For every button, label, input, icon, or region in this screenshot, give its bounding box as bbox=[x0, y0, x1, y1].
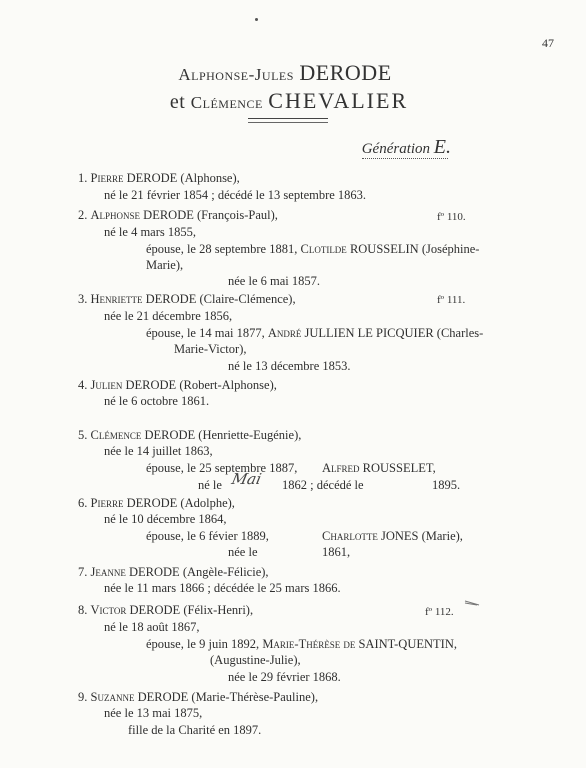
entry-2-marriage bbox=[146, 242, 479, 257]
entry-6-spouse bbox=[322, 529, 463, 544]
entry-8-spouse-cont: (Augustine-Julie), bbox=[210, 653, 301, 667]
entry-3-header bbox=[78, 292, 296, 307]
spouse-surname: JULLIEN LE PICQUIER bbox=[304, 326, 434, 340]
entry-number: 2. bbox=[78, 208, 88, 222]
ink-speck bbox=[255, 18, 258, 21]
entry-names: (Henriette-Eugénie), bbox=[198, 428, 302, 442]
entry-names: (François-Paul), bbox=[197, 208, 278, 222]
entry-names: (Robert-Alphonse), bbox=[179, 378, 277, 392]
entry-given-name: Jeanne bbox=[90, 565, 126, 579]
entry-number: 9. bbox=[78, 690, 88, 704]
entry-9-birth: née le 13 mai 1875, bbox=[104, 706, 203, 720]
spouse-given-name: André bbox=[267, 326, 302, 340]
entry-surname: DERODE bbox=[144, 428, 196, 442]
entry-6-marriage: épouse, le 6 févier 1889, bbox=[146, 529, 269, 543]
entry-3-marriage bbox=[146, 326, 483, 341]
entry-number: 3. bbox=[78, 292, 88, 306]
entry-surname: DERODE bbox=[126, 171, 178, 185]
spouse-surname: ROUSSELIN bbox=[349, 242, 419, 256]
entry-surname: DERODE bbox=[129, 603, 181, 617]
mother-surname: CHEVALIER bbox=[268, 88, 409, 113]
entry-6-spouse-birth-year: 1861, bbox=[322, 545, 351, 559]
mother-given-name: Clémence bbox=[190, 93, 263, 112]
entry-8-marriage bbox=[146, 637, 457, 652]
entry-8-birth: né le 18 août 1867, bbox=[104, 620, 200, 634]
entry-surname: DERODE bbox=[125, 378, 177, 392]
marriage-text: épouse, le 28 septembre 1881, bbox=[146, 242, 298, 256]
spouse-given-name: Charlotte bbox=[322, 529, 378, 543]
entry-number: 8. bbox=[78, 603, 88, 617]
entry-names: (Adolphe), bbox=[180, 496, 235, 510]
entry-9-note: fille de la Charité en 1897. bbox=[128, 723, 262, 737]
generation-label: Génération bbox=[361, 141, 431, 157]
entry-2-birth: né le 4 mars 1855, bbox=[104, 225, 196, 239]
entry-surname: DERODE bbox=[128, 565, 180, 579]
entry-3-spouse-birth: né le 13 décembre 1853. bbox=[228, 359, 351, 373]
entry-8-folio: fº 112. bbox=[425, 606, 454, 618]
spouse-surname: SAINT-QUENTIN, bbox=[358, 637, 457, 651]
entry-6-spouse-birth-prefix: née le bbox=[228, 545, 258, 559]
entry-number: 7. bbox=[78, 565, 88, 579]
title-line-2 bbox=[0, 88, 582, 114]
entry-number: 5. bbox=[78, 428, 88, 442]
entry-4-header bbox=[78, 378, 277, 393]
entry-3-spouse-cont: Marie-Victor), bbox=[174, 342, 247, 356]
father-given-name: Alphonse-Jules bbox=[178, 65, 294, 84]
entry-surname: DERODE bbox=[145, 292, 197, 306]
entry-surname: DERODE bbox=[137, 690, 189, 704]
entry-names: (Marie-Thérèse-Pauline), bbox=[191, 690, 319, 704]
handwritten-month: Mai bbox=[230, 470, 264, 488]
spouse-given-name: Alfred bbox=[322, 461, 360, 475]
entry-4-birth: né le 6 octobre 1861. bbox=[104, 394, 210, 408]
entry-3-birth: née le 21 décembre 1856, bbox=[104, 309, 233, 323]
entry-1-header bbox=[78, 171, 240, 186]
spouse-given-name: Clotilde bbox=[300, 242, 347, 256]
entry-5-spouse-birth-prefix: né le bbox=[198, 478, 222, 492]
entry-5-spouse-birth-suffix: 1862 ; décédé le bbox=[282, 478, 364, 492]
spouse-names: (Marie), bbox=[421, 529, 463, 543]
title-rule-thin bbox=[248, 122, 328, 123]
entry-given-name: Victor bbox=[90, 603, 127, 617]
entry-2-spouse-birth: née le 6 mai 1857. bbox=[228, 274, 320, 288]
entry-5-header bbox=[78, 428, 301, 443]
title-rule bbox=[248, 118, 328, 119]
entry-number: 1. bbox=[78, 171, 88, 185]
entry-6-header bbox=[78, 496, 235, 511]
spouse-names: (Charles- bbox=[436, 326, 484, 340]
title-line-1 bbox=[0, 60, 578, 86]
spouse-surname: JONES bbox=[380, 529, 419, 543]
entry-given-name: Pierre bbox=[90, 171, 124, 185]
entry-given-name: Alphonse bbox=[90, 208, 141, 222]
entry-number: 4. bbox=[78, 378, 88, 392]
pencil-mark-icon bbox=[464, 600, 480, 606]
title-conjunction: et bbox=[169, 91, 186, 113]
entry-given-name: Pierre bbox=[90, 496, 124, 510]
entry-names: (Alphonse), bbox=[180, 171, 240, 185]
entry-7-birth: née le 11 mars 1866 ; décédée le 25 mars 1866. bbox=[104, 581, 341, 595]
entry-7-header bbox=[78, 565, 269, 580]
marriage-text: épouse, le 9 juin 1892, bbox=[146, 637, 260, 651]
marriage-text: épouse, le 14 mai 1877, bbox=[146, 326, 265, 340]
generation-underline bbox=[362, 158, 448, 159]
entry-given-name: Clémence bbox=[90, 428, 142, 442]
generation-letter: E. bbox=[433, 136, 451, 158]
spouse-surname: ROUSSELET, bbox=[362, 461, 436, 475]
entry-given-name: Suzanne bbox=[90, 690, 135, 704]
entry-names: (Claire-Clémence), bbox=[199, 292, 296, 306]
entry-2-folio: fº 110. bbox=[437, 211, 466, 223]
entry-3-folio: fº 111. bbox=[437, 294, 466, 306]
entry-number: 6. bbox=[78, 496, 88, 510]
entry-2-header bbox=[78, 208, 278, 223]
entry-2-spouse-cont: Marie), bbox=[146, 258, 184, 272]
spouse-given-name: Marie-Thérèse de bbox=[262, 637, 356, 651]
entry-8-header bbox=[78, 603, 253, 618]
entry-5-birth: née le 14 juillet 1863, bbox=[104, 444, 213, 458]
generation-heading bbox=[362, 136, 451, 159]
entry-surname: DERODE bbox=[126, 496, 178, 510]
entry-5-spouse-death-year: 1895. bbox=[432, 478, 461, 492]
entry-names: (Angèle-Félicie), bbox=[182, 565, 269, 579]
father-surname: DERODE bbox=[299, 60, 392, 85]
entry-given-name: Henriette bbox=[90, 292, 143, 306]
page-number: 47 bbox=[542, 36, 554, 50]
entry-given-name: Julien bbox=[90, 378, 123, 392]
entry-9-header bbox=[78, 690, 318, 705]
entry-8-spouse-birth: née le 29 février 1868. bbox=[228, 670, 341, 684]
entry-names: (Félix-Henri), bbox=[183, 603, 254, 617]
spouse-names: (Joséphine- bbox=[421, 242, 480, 256]
entry-1-birth: né le 21 février 1854 ; décédé le 13 septembre 1863. bbox=[104, 188, 367, 202]
entry-5-spouse bbox=[322, 461, 436, 476]
entry-surname: DERODE bbox=[143, 208, 194, 222]
entry-5-marriage: épouse, le 25 septembre 1887, bbox=[146, 461, 298, 475]
entry-6-birth: né le 10 décembre 1864, bbox=[104, 512, 227, 526]
